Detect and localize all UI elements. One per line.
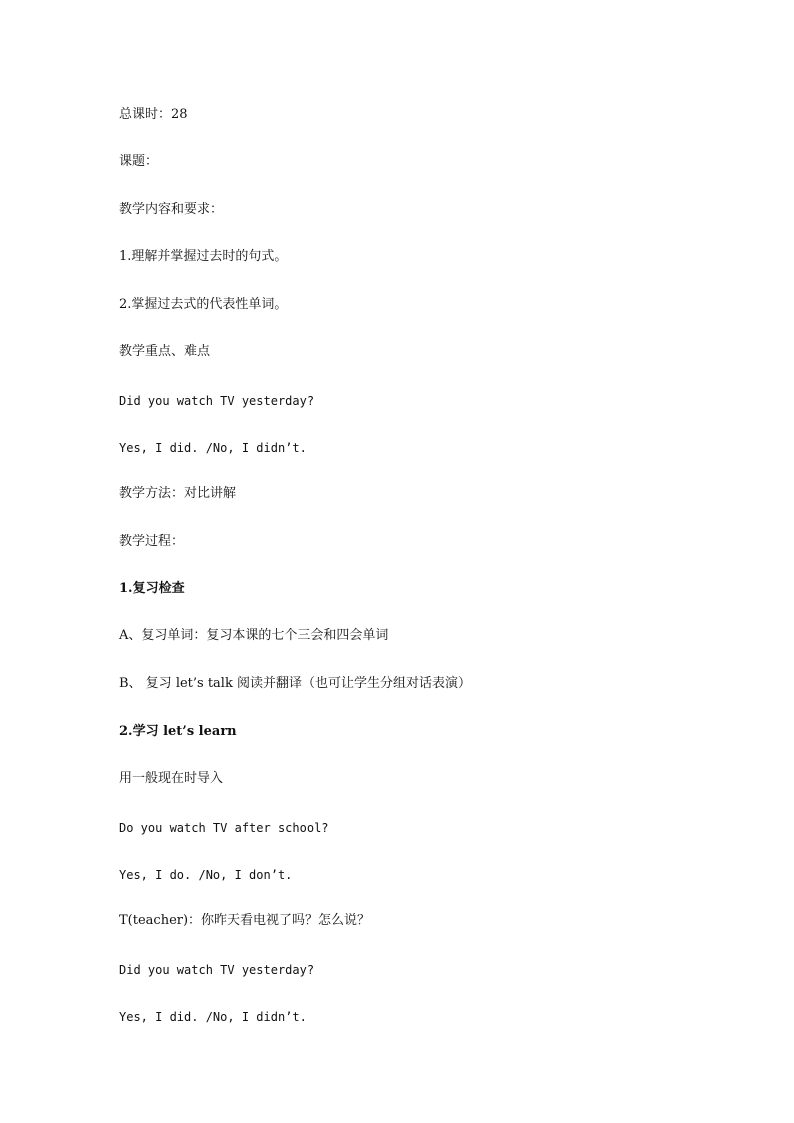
requirement-item-2: 2.掌握过去式的代表性单词。	[119, 297, 288, 312]
example-answer: Yes, I did. /No, I didn’t.	[119, 441, 307, 455]
section-heading-learn: 2.学习 let’s learn	[119, 724, 237, 739]
review-item-b: B、 复习 let’s talk 阅读并翻译（也可让学生分组对话表演）	[119, 676, 471, 691]
key-points-heading: 教学重点、难点	[119, 344, 211, 359]
review-item-a: A、复习单词：复习本课的七个三会和四会单词	[119, 628, 389, 643]
present-answer: Yes, I do. /No, I don’t.	[119, 868, 293, 882]
teaching-method-line: 教学方法：对比讲解	[119, 486, 237, 501]
intro-line: 用一般现在时导入	[119, 771, 224, 786]
past-question: Did you watch TV yesterday?	[119, 963, 315, 977]
teaching-process-heading: 教学过程：	[119, 534, 185, 549]
section-heading-review: 1.复习检查	[119, 581, 185, 596]
past-answer: Yes, I did. /No, I didn’t.	[119, 1010, 307, 1024]
lesson-topic-line: 课题：	[119, 154, 159, 169]
requirement-item-1: 1.理解并掌握过去时的句式。	[119, 249, 288, 264]
teacher-prompt: T(teacher)：你昨天看电视了吗？怎么说？	[119, 913, 371, 928]
present-question: Do you watch TV after school?	[119, 821, 329, 835]
example-question: Did you watch TV yesterday?	[119, 394, 315, 408]
content-requirements-heading: 教学内容和要求：	[119, 202, 224, 217]
total-hours-line: 总课时：28	[119, 107, 188, 122]
